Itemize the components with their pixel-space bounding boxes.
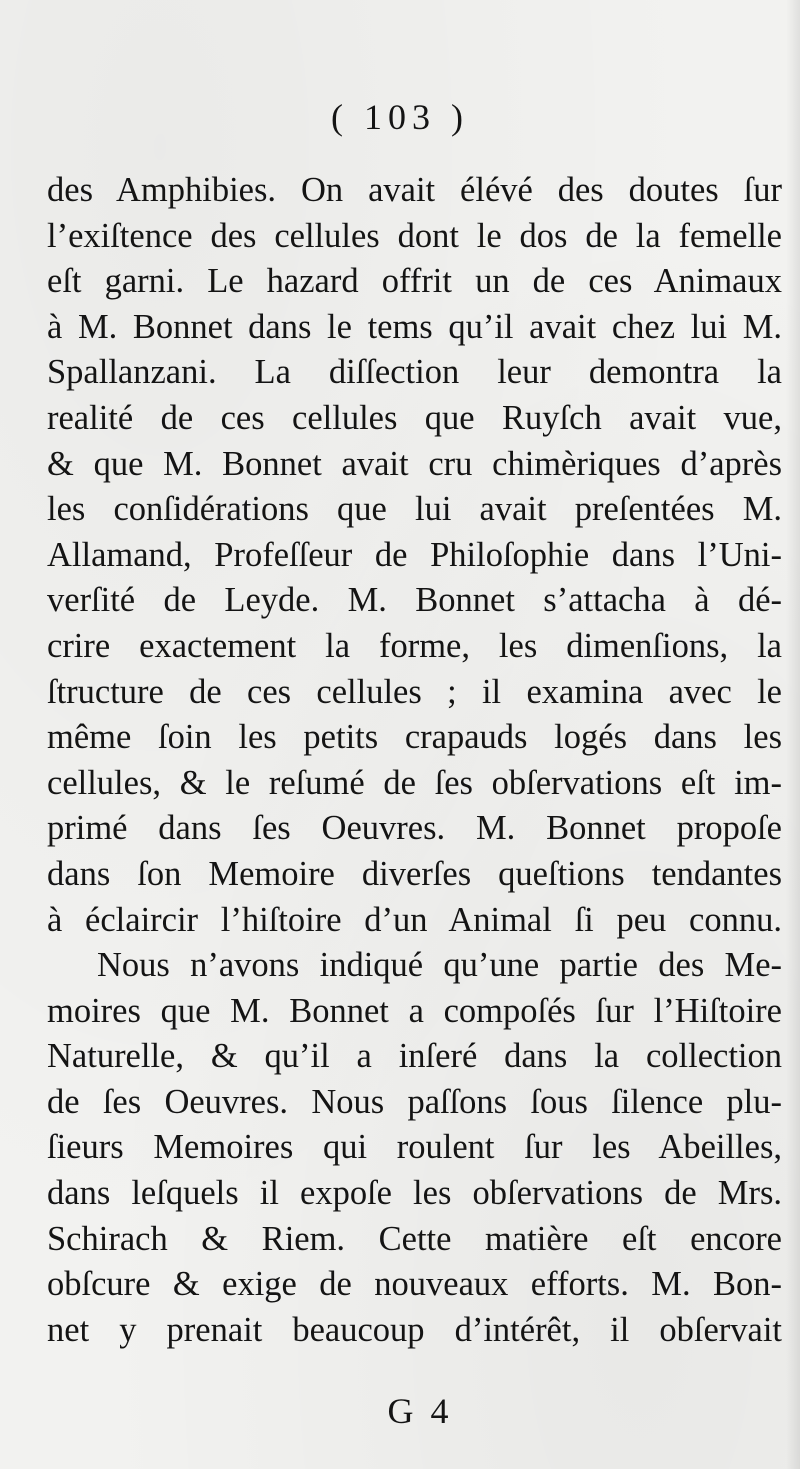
text-line: cellules, & le reſumé de ſes obſervations eſt im- [47,763,782,802]
text-line: crire exactement la forme, les dimenſions, la [47,626,782,665]
text-line: ſtructure de ces cellules ; il examina avec le [47,672,782,711]
text-line: même ſoin les petits crapauds logés dans les [47,718,782,757]
text-line: à M. Bonnet dans le tems qu’il avait chez lui M. [47,307,782,346]
text-line: Spallanzani. La diſſection leur demontra la [47,353,782,392]
paragraph-last-line: à éclaircir l’hiſtoire d’un Animal ſi peu connu. [47,900,782,939]
page-edge-shadow [786,0,800,1469]
text-line: obſcure & exige de nouveaux efforts. M. Bon- [47,1265,782,1304]
text-line: & que M. Bonnet avait cru chimèriques d’après [47,444,782,483]
text-line: moires que M. Bonnet a compoſés ſur l’Hiſtoire [47,991,782,1030]
text-line: net y prenait beaucoup d’intérêt, il obſervait [47,1310,782,1349]
text-line: Schirach & Riem. Cette matière eſt encore [47,1219,782,1258]
text-line: dans leſquels il expoſe les obſervations de Mrs. [47,1174,782,1213]
text-line: realité de ces cellules que Ruyſch avait vue, [47,398,782,437]
text-line: eſt garni. Le hazard offrit un de ces Animaux [47,262,782,301]
text-line: de ſes Oeuvres. Nous paſſons ſous ſilence plu- [47,1082,782,1121]
printer-signature-mark: G 4 [387,1391,453,1431]
text-line: ſieurs Memoires qui roulent ſur les Abeilles, [47,1128,782,1167]
text-line: l’exiſtence des cellules dont le dos de la femelle [47,216,782,255]
text-line: dans ſon Memoire diverſes queſtions tendantes [47,854,782,893]
text-line: verſité de Leyde. M. Bonnet s’attacha à dé- [47,581,782,620]
text-line: des Amphibies. On avait élévé des doutes ſur [47,171,782,209]
text-line: Naturelle, & qu’il a inſeré dans la collection [47,1037,782,1076]
body-text [47,168,782,1353]
text-line: primé dans ſes Oeuvres. M. Bonnet propoſe [47,809,782,848]
text-line: les conſidérations que lui avait preſentées M. [47,490,782,529]
text-line: Allamand, Profeſſeur de Philoſophie dans l’Uni- [47,535,782,574]
paragraph-first-line: Nous n’avons indiqué qu’une partie des Me- [97,946,782,985]
page-number: ( 103 ) [331,97,469,137]
